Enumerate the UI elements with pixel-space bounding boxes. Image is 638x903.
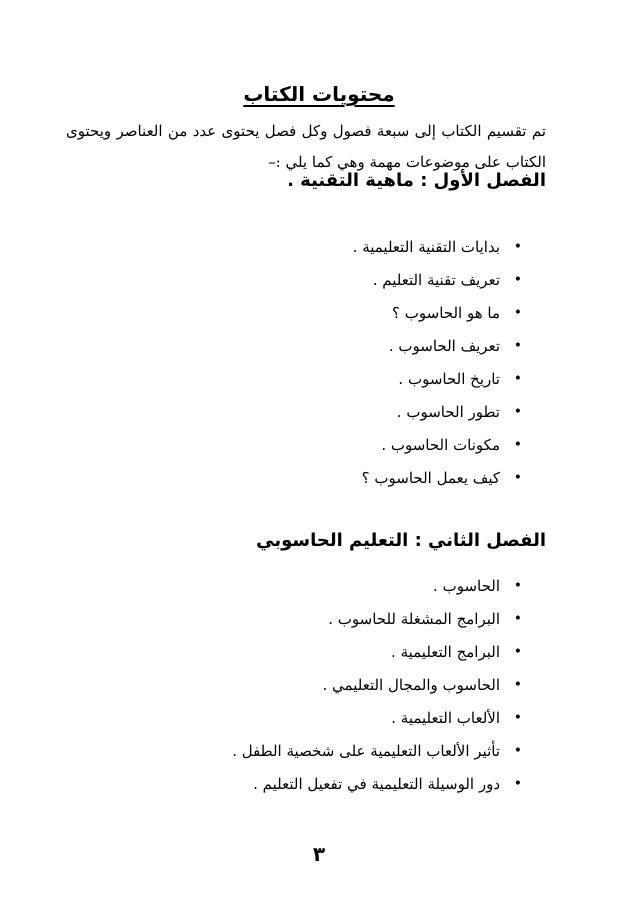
bullet-icon: • xyxy=(513,404,522,420)
list-item-text: تعريف تقنية التعليم . xyxy=(372,271,500,289)
list-item xyxy=(353,396,522,429)
list-item xyxy=(353,462,522,495)
list-item xyxy=(353,429,522,462)
bullet-icon: • xyxy=(513,776,522,792)
bullet-icon: • xyxy=(513,578,522,594)
list-item xyxy=(353,363,522,396)
chapter-2-topic-list xyxy=(232,570,522,801)
page-title: محتويات الكتاب xyxy=(243,82,395,106)
list-item-text: مكونات الحاسوب . xyxy=(381,436,500,454)
page-number: ٣ xyxy=(312,842,326,866)
bullet-icon: • xyxy=(513,239,522,255)
bullet-icon: • xyxy=(513,743,522,759)
list-item-text: ما هو الحاسوب ؟ xyxy=(392,304,500,322)
list-item-text: تعريف الحاسوب . xyxy=(388,337,500,355)
list-item-text: الحاسوب والمجال التعليمي . xyxy=(322,676,500,694)
list-item xyxy=(232,603,522,636)
list-item xyxy=(353,297,522,330)
bullet-icon: • xyxy=(513,371,522,387)
bullet-icon: • xyxy=(513,437,522,453)
list-item-text: البرامج المشغلة للحاسوب . xyxy=(328,610,500,628)
list-item xyxy=(232,768,522,801)
list-item xyxy=(353,264,522,297)
bullet-icon: • xyxy=(513,611,522,627)
chapter-1-heading: الفصل الأول : ماهية التقنية . xyxy=(287,170,546,191)
list-item xyxy=(353,231,522,264)
bullet-icon: • xyxy=(513,644,522,660)
bullet-icon: • xyxy=(513,338,522,354)
bullet-icon: • xyxy=(513,305,522,321)
list-item-text: كيف يعمل الحاسوب ؟ xyxy=(361,469,500,487)
list-item xyxy=(232,636,522,669)
chapter-2-heading: الفصل الثاني : التعليم الحاسوبي xyxy=(256,530,546,551)
list-item xyxy=(232,735,522,768)
intro-paragraph: تم تقسيم الكتاب إلى سبعة فصول وكل فصل يحتوى عدد من العناصر ويحتوى الكتاب على موضوعات مهمة وهي كما يلي :– xyxy=(66,122,546,171)
bullet-icon: • xyxy=(513,710,522,726)
list-item xyxy=(232,570,522,603)
chapter-1-topic-list xyxy=(353,231,522,495)
list-item-text: الألعاب التعليمية . xyxy=(391,709,500,727)
list-item-text: تاريخ الحاسوب . xyxy=(398,370,500,388)
list-item xyxy=(353,330,522,363)
list-item-text: تأثير الألعاب التعليمية على شخصية الطفل . xyxy=(232,742,500,760)
list-item-text: تطور الحاسوب . xyxy=(396,403,500,421)
list-item-text: البرامج التعليمية . xyxy=(391,643,500,661)
list-item xyxy=(232,702,522,735)
list-item-text: الحاسوب . xyxy=(433,577,500,595)
bullet-icon: • xyxy=(513,272,522,288)
bullet-icon: • xyxy=(513,677,522,693)
bullet-icon: • xyxy=(513,470,522,486)
list-item xyxy=(232,669,522,702)
list-item-text: بدايات التقنية التعليمية . xyxy=(352,238,500,256)
list-item-text: دور الوسيلة التعليمية في تفعيل التعليم . xyxy=(253,775,500,793)
